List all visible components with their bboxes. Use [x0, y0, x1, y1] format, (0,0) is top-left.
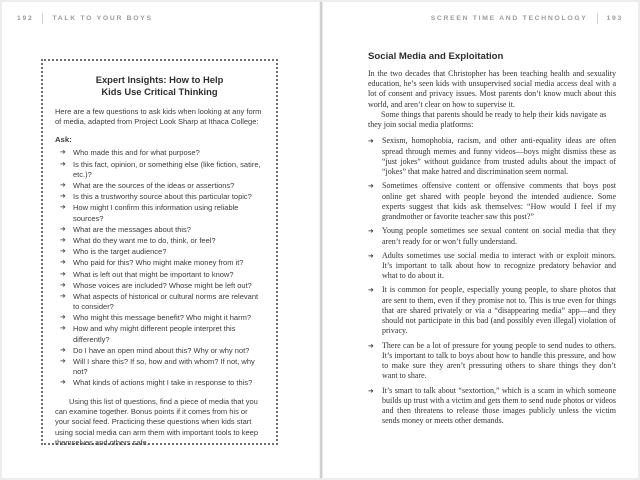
question-item [60, 148, 264, 158]
box-title-line1: Expert Insights: How to Help [95, 74, 224, 85]
arrow-bullet-icon: ➔ [60, 148, 66, 157]
body-paragraph-1: In the two decades that Christopher has been teaching health and sexuality education, he’s seen kids with unsupervised social media access deal with a lot of consent and privacy issues. Most parents don’t know much about this world, and aren’t clear on how to supervise it. [368, 69, 616, 109]
header-divider-bar [42, 13, 43, 24]
arrow-bullet-icon: ➔ [60, 378, 66, 387]
arrow-bullet-icon: ➔ [60, 357, 66, 365]
question-text: Do I have an open mind about this? Why or why not? [73, 345, 250, 355]
arrow-bullet-icon: ➔ [368, 251, 374, 260]
question-item [60, 292, 264, 312]
arrow-bullet-icon: ➔ [60, 345, 66, 354]
social-media-bullet-list [368, 136, 616, 426]
body-paragraph-2: Some things that parents should be ready to help their kids navigate as they join social media platforms: [368, 109, 607, 130]
question-item [60, 270, 264, 280]
left-page-number: 192 [17, 15, 34, 22]
left-running-head [17, 13, 153, 24]
bullet-text: It’s smart to talk about “sextortion,” which is a scam in which someone builds up trust with a victim and gets them to send nude photos or videos and then threatens to release those images publicly unless the victim sends money or meets other demands. [382, 385, 616, 426]
arrow-bullet-icon: ➔ [60, 192, 66, 201]
right-running-title: SCREEN TIME AND TECHNOLOGY [430, 15, 588, 22]
arrow-bullet-icon: ➔ [60, 313, 66, 322]
bullet-item [368, 341, 616, 382]
box-closing-paragraph: Using this list of questions, find a piece of media that you can examine together. Bonus points if it comes from his or your social feed. Practicing these questions when kids start using social media can arm them with important tools to keep themselves and others safe. [55, 396, 259, 447]
question-item [60, 378, 264, 388]
bullet-item [368, 251, 616, 282]
arrow-bullet-icon: ➔ [368, 286, 374, 295]
question-item [60, 160, 264, 180]
arrow-bullet-icon: ➔ [60, 269, 66, 278]
question-item [60, 203, 264, 223]
question-text: Whose voices are included? Whose might be left out? [73, 280, 252, 290]
arrow-bullet-icon: ➔ [60, 280, 66, 289]
question-item [60, 346, 264, 356]
box-intro-paragraph: Here are a few questions to ask kids when looking at any form of media, adapted from Project Look Sharp at Ithaca College: [55, 107, 262, 127]
bullet-item [368, 136, 616, 177]
question-item [60, 258, 264, 268]
question-text: Is this fact, opinion, or something else (like fiction, satire, etc.)? [73, 159, 261, 179]
arrow-bullet-icon: ➔ [60, 258, 66, 267]
question-text: Who might this message benefit? Who might it harm? [73, 313, 251, 323]
header-divider-bar [597, 13, 598, 24]
arrow-bullet-icon: ➔ [368, 386, 374, 395]
question-text: What are the messages about this? [73, 224, 191, 234]
arrow-bullet-icon: ➔ [368, 227, 374, 236]
question-item [60, 236, 264, 246]
left-running-title: TALK TO YOUR BOYS [52, 15, 153, 22]
right-page-number: 193 [606, 15, 623, 22]
question-item [60, 357, 264, 377]
question-text: How and why might different people interpret this differently? [73, 324, 236, 344]
question-text: What aspects of historical or cultural norms are relevant to consider? [73, 291, 259, 312]
question-text: Who paid for this? Who might make money from it? [73, 258, 244, 268]
question-text: Who is the target audience? [73, 247, 167, 257]
bullet-item [368, 285, 616, 336]
bullet-item [368, 181, 616, 222]
right-page-content [368, 51, 616, 431]
arrow-bullet-icon: ➔ [368, 137, 374, 146]
question-text: Will I share this? If so, how and with whom? If not, why not? [73, 357, 255, 377]
question-text: Who made this and for what purpose? [73, 148, 200, 158]
question-item [60, 181, 264, 191]
question-text: What kinds of actions might I take in response to this? [73, 378, 253, 388]
question-item [60, 192, 264, 202]
arrow-bullet-icon: ➔ [60, 203, 66, 212]
arrow-bullet-icon: ➔ [60, 235, 66, 244]
arrow-bullet-icon: ➔ [60, 181, 66, 189]
bullet-item [368, 386, 616, 427]
question-text: How might I confirm this information using reliable sources? [73, 203, 239, 223]
box-title [55, 74, 264, 98]
section-heading: Social Media and Exploitation [368, 51, 504, 62]
question-text: What do they want me to do, think, or feel? [73, 235, 216, 245]
bullet-item [368, 226, 616, 246]
arrow-bullet-icon: ➔ [368, 182, 374, 191]
arrow-bullet-icon: ➔ [60, 324, 66, 333]
question-item [60, 324, 264, 344]
question-list [55, 148, 264, 388]
ask-label: Ask: [55, 135, 72, 145]
bullet-text: Sometimes offensive content or offensive comments that boys post online get shared with people beyond the intended audience. Some experts suggest that kids ask themselves: “How would I feel if my grandmother or favorite teacher saw this post?” [382, 181, 616, 222]
right-running-head [431, 13, 623, 24]
bullet-text: Sexism, homophobia, racism, and other anti-equality ideas are often spread through memes and funny videos—boys might dismiss these as “just jokes” without guidance from trusted adults about the impact of “jokes” that make hatred and discrimination seem normal. [382, 136, 616, 177]
arrow-bullet-icon: ➔ [368, 341, 374, 350]
question-text: What is left out that might be important to know? [73, 269, 234, 279]
expert-insights-box [41, 59, 278, 445]
question-item [60, 225, 264, 235]
question-item [60, 281, 264, 291]
arrow-bullet-icon: ➔ [60, 247, 66, 256]
page-gutter-divider [318, 2, 324, 478]
bullet-text: Adults sometimes use social media to interact with or exploit minors. It’s important to talk about how to recognize predatory behavior and what to do about it. [382, 250, 616, 281]
bullet-text: There can be a lot of pressure for young people to send nudes to others. It’s important to talk to boys about how to handle this pressure, and how to make sure they aren’t pressuring others to share things they don’t want to share. [382, 340, 616, 381]
arrow-bullet-icon: ➔ [60, 224, 66, 233]
question-item [60, 313, 264, 323]
arrow-bullet-icon: ➔ [60, 291, 66, 300]
bullet-text: Young people sometimes see sexual content on social media that they aren’t ready for or won’t fully understand. [382, 226, 616, 246]
question-text: Is this a trustworthy source about this particular topic? [73, 192, 252, 202]
box-title-line2: Kids Use Critical Thinking [101, 86, 218, 98]
question-item [60, 247, 264, 257]
question-text: What are the sources of the ideas or assertions? [73, 181, 235, 190]
arrow-bullet-icon: ➔ [60, 159, 66, 168]
bullet-text: It is common for people, especially young people, to share photos that are sent to them, even if they promise not to. This is true even for things that are shared privately or via a “disappearing media” app—and they should not participate in this bad (and possibly even illegal) violation of privacy. [382, 285, 616, 336]
